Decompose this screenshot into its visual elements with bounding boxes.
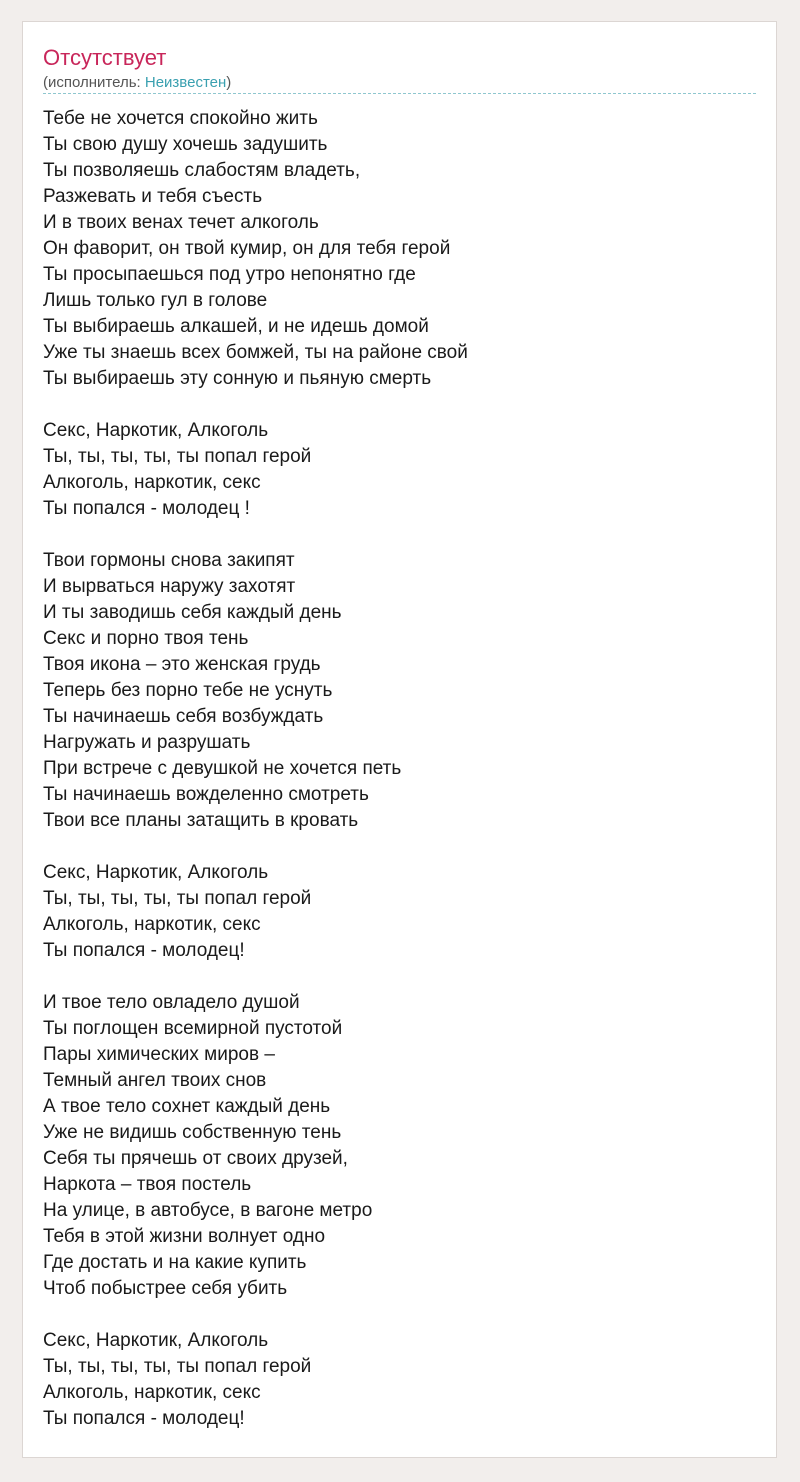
lyric-line: Ты попался - молодец ! [43,498,250,519]
lyric-line: Тебя в этой жизни волнует одно [43,1226,326,1247]
lyric-line: Ты начинаешь вожделенно смотреть [43,784,369,805]
lyric-line: Пары химических миров – [43,1044,275,1065]
lyric-line: Ты попался - молодец! [43,940,245,961]
artist-prefix: (исполнитель: [43,74,145,91]
lyric-line: Себя ты прячешь от своих друзей, [43,1148,348,1169]
lyric-line: Ты выбираешь алкашей, и не идешь домой [43,316,429,337]
lyrics-stanza [43,1328,758,1432]
lyric-line: Уже ты знаешь всех бомжей, ты на районе свой [43,342,468,363]
song-title: Отсутствует [43,45,167,70]
lyric-line: И вырваться наружу захотят [43,576,296,597]
lyric-line: Алкоголь, наркотик, секс [43,1382,261,1403]
artist-line [43,74,231,92]
lyrics-stanza [43,418,758,522]
lyric-line: Секс, Наркотик, Алкоголь [43,862,269,883]
lyric-line: Твои все планы затащить в кровать [43,810,359,831]
lyric-line: И ты заводишь себя каждый день [43,602,342,623]
lyric-line: Ты выбираешь эту сонную и пьяную смерть [43,368,432,389]
lyrics-body [43,106,758,1432]
lyric-line: Наркота – твоя постель [43,1174,252,1195]
lyric-line: Ты, ты, ты, ты, ты попал герой [43,888,312,909]
lyric-line: Нагружать и разрушать [43,732,251,753]
lyrics-stanza [43,106,758,392]
lyrics-stanza [43,860,758,964]
lyric-line: Где достать и на какие купить [43,1252,307,1273]
lyric-line: И твое тело овладело душой [43,992,300,1013]
lyrics-stanza [43,990,758,1302]
lyric-line: Чтоб побыстрее себя убить [43,1278,288,1299]
artist-link[interactable]: Неизвестен [144,74,227,91]
lyric-line: Алкоголь, наркотик, секс [43,914,261,935]
lyric-line: Ты, ты, ты, ты, ты попал герой [43,1356,312,1377]
lyric-line: Теперь без порно тебе не уснуть [43,680,333,701]
lyric-line: Ты свою душу хочешь задушить [43,134,328,155]
lyric-line: Твои гормоны снова закипят [43,550,295,571]
lyric-line: Секс и порно твоя тень [43,628,249,649]
lyrics-card [22,21,777,1458]
lyric-line: Ты поглощен всемирной пустотой [43,1018,343,1039]
lyric-line: Алкоголь, наркотик, секс [43,472,261,493]
lyric-line: Он фаворит, он твой кумир, он для тебя герой [43,238,451,259]
artist-suffix: ) [226,74,232,91]
lyric-line: Уже не видишь собственную тень [43,1122,342,1143]
lyric-line: Разжевать и тебя съесть [43,186,263,207]
lyric-line: А твое тело сохнет каждый день [43,1096,331,1117]
lyric-line: При встрече с девушкой не хочется петь [43,758,402,779]
lyric-line: Тебе не хочется спокойно жить [43,108,318,129]
lyric-line: Ты попался - молодец! [43,1408,245,1429]
lyric-line: Ты просыпаешься под утро непонятно где [43,264,416,285]
lyrics-stanza [43,548,758,834]
lyric-line: Твоя икона – это женская грудь [43,654,321,675]
lyric-line: Секс, Наркотик, Алкоголь [43,1330,269,1351]
lyric-line: Лишь только гул в голове [43,290,268,311]
lyric-line: И в твоих венах течет алкоголь [43,212,319,233]
lyric-line: Ты, ты, ты, ты, ты попал герой [43,446,312,467]
lyric-line: Секс, Наркотик, Алкоголь [43,420,269,441]
header-divider [43,93,756,94]
lyric-line: Ты начинаешь себя возбуждать [43,706,324,727]
lyric-line: Ты позволяешь слабостям владеть, [43,160,361,181]
lyric-line: На улице, в автобусе, в вагоне метро [43,1200,373,1221]
lyric-line: Темный ангел твоих снов [43,1070,267,1091]
